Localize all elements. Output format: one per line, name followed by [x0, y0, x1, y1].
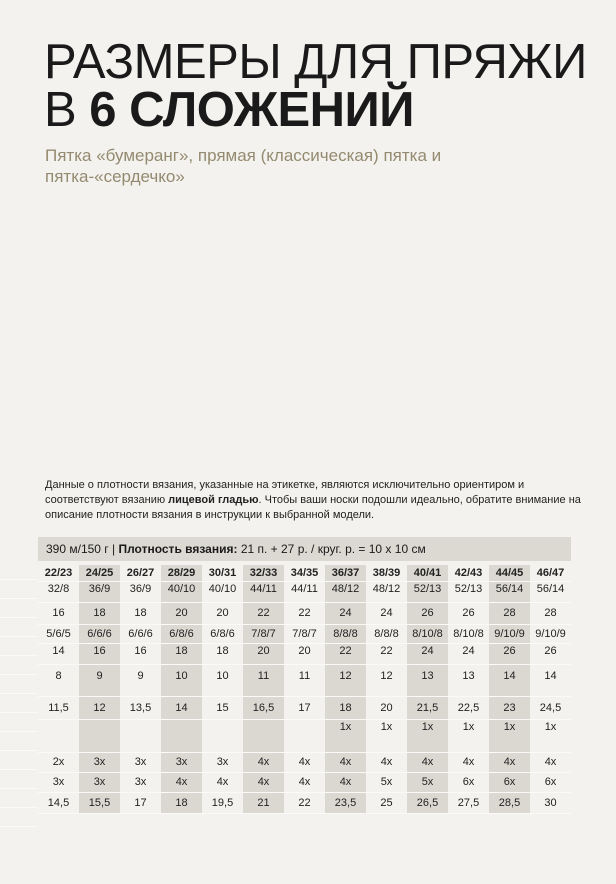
- table-cell: 21: [243, 793, 284, 814]
- table-cell: 52/13: [448, 582, 489, 603]
- table-cell: 40/10: [161, 582, 202, 603]
- table-cell: 20: [243, 644, 284, 665]
- table-cell: [120, 720, 161, 753]
- size-header-cell: 44/45: [489, 565, 530, 582]
- table-cell: 5x: [407, 773, 448, 793]
- table-cell: 4x: [243, 753, 284, 773]
- gauge-note-bold: лицевой гладью: [168, 494, 259, 506]
- table-cell: 52/13: [407, 582, 448, 603]
- table-cell: 23,5: [325, 793, 366, 814]
- size-header-cell: 46/47: [530, 565, 571, 582]
- table-cell: [243, 720, 284, 753]
- table-cell: 7/8/7: [243, 625, 284, 644]
- table-cell: 44/11: [243, 582, 284, 603]
- table-cell: [79, 720, 120, 753]
- table-cell: 22: [243, 603, 284, 625]
- table-cell: [202, 720, 243, 753]
- table-cell: 19,5: [202, 793, 243, 814]
- table-cell: 12: [366, 665, 407, 697]
- size-header-cell: 38/39: [366, 565, 407, 582]
- table-cell: 15: [202, 697, 243, 720]
- row-label-strip: [0, 561, 38, 829]
- table-cell: 11,5: [38, 697, 79, 720]
- table-cell: 4x: [489, 753, 530, 773]
- table-row: [38, 720, 571, 753]
- table-cell: 26: [530, 644, 571, 665]
- title-line-2-prefix: В: [44, 83, 90, 137]
- gauge-note: [45, 478, 585, 523]
- table-cell: 6x: [530, 773, 571, 793]
- table-cell: 4x: [325, 753, 366, 773]
- table-cell: 13: [448, 665, 489, 697]
- table-cell: 6x: [489, 773, 530, 793]
- table-cell: 26: [489, 644, 530, 665]
- table-cell: 10: [202, 665, 243, 697]
- table-cell: 26: [448, 603, 489, 625]
- table-cell: 1x: [325, 720, 366, 753]
- table-cell: 18: [161, 793, 202, 814]
- table-cell: 5x: [366, 773, 407, 793]
- gauge-value: 21 п. + 27 р. / круг. р. = 10 х 10 см: [237, 542, 426, 556]
- table-cell: 56/14: [530, 582, 571, 603]
- title-line-2-bold: 6 СЛОЖЕНИЙ: [89, 83, 414, 137]
- table-cell: 22: [284, 603, 325, 625]
- table-cell: 24: [407, 644, 448, 665]
- gauge-note-part2: . Чтобы ваши носки подошли идеально, обратите внимание на описание плотности вязания в инструкции к выбранной модели.: [45, 494, 581, 521]
- table-cell: 24,5: [530, 697, 571, 720]
- size-header-cell: 26/27: [120, 565, 161, 582]
- table-row: [38, 603, 571, 625]
- table-cell: 1x: [407, 720, 448, 753]
- table-cell: 2x: [38, 753, 79, 773]
- table-cell: 8/10/8: [407, 625, 448, 644]
- table-cell: [38, 720, 79, 753]
- table-cell: 3x: [202, 753, 243, 773]
- table-cell: 36/9: [79, 582, 120, 603]
- table-cell: 20: [366, 697, 407, 720]
- table-cell: 14: [530, 665, 571, 697]
- table-cell: 6/6/6: [120, 625, 161, 644]
- table-cell: 6/6/6: [79, 625, 120, 644]
- table-cell: 15,5: [79, 793, 120, 814]
- size-header-row: [38, 565, 571, 582]
- table-cell: [284, 720, 325, 753]
- table-cell: 22: [366, 644, 407, 665]
- table-cell: 14: [38, 644, 79, 665]
- table-cell: [161, 720, 202, 753]
- table-cell: 7/8/7: [284, 625, 325, 644]
- table-cell: 22: [325, 644, 366, 665]
- table-cell: 8/8/8: [325, 625, 366, 644]
- table-cell: 4x: [284, 753, 325, 773]
- size-header-cell: 36/37: [325, 565, 366, 582]
- table-cell: 26,5: [407, 793, 448, 814]
- table-cell: 8/10/8: [448, 625, 489, 644]
- table-cell: 48/12: [325, 582, 366, 603]
- table-cell: 5/6/5: [38, 625, 79, 644]
- table-cell: 13: [407, 665, 448, 697]
- table-cell: 9/10/9: [489, 625, 530, 644]
- size-header-cell: 34/35: [284, 565, 325, 582]
- size-header-cell: 42/43: [448, 565, 489, 582]
- page-title: [44, 35, 587, 137]
- table-cell: 8/8/8: [366, 625, 407, 644]
- gauge-bar: [38, 537, 571, 561]
- table-cell: 6x: [448, 773, 489, 793]
- table-cell: 44/11: [284, 582, 325, 603]
- table-cell: 23: [489, 697, 530, 720]
- table-cell: 4x: [325, 773, 366, 793]
- table-row: [38, 753, 571, 773]
- table-cell: 10: [161, 665, 202, 697]
- table-cell: 4x: [366, 753, 407, 773]
- table-cell: 3x: [120, 773, 161, 793]
- table-cell: 4x: [407, 753, 448, 773]
- table-cell: 22: [284, 793, 325, 814]
- size-header-cell: 32/33: [243, 565, 284, 582]
- table-cell: 28,5: [489, 793, 530, 814]
- table-cell: 3x: [161, 753, 202, 773]
- table-cell: 14,5: [38, 793, 79, 814]
- title-line-2: [44, 83, 587, 137]
- table-cell: 16: [38, 603, 79, 625]
- size-table: [38, 565, 571, 814]
- table-cell: 9: [120, 665, 161, 697]
- table-cell: 8: [38, 665, 79, 697]
- table-cell: 36/9: [120, 582, 161, 603]
- table-cell: 4x: [161, 773, 202, 793]
- table-cell: 9: [79, 665, 120, 697]
- gauge-note-part1: Данные о плотности вязания, указанные на этикетке, являются исключительно ориентиром и соответствуют вязанию: [45, 479, 525, 506]
- table-cell: 27,5: [448, 793, 489, 814]
- table-cell: 22,5: [448, 697, 489, 720]
- gauge-separator: |: [108, 542, 119, 556]
- table-cell: 18: [79, 603, 120, 625]
- table-cell: 4x: [202, 773, 243, 793]
- table-cell: 56/14: [489, 582, 530, 603]
- table-cell: 25: [366, 793, 407, 814]
- size-header-cell: 30/31: [202, 565, 243, 582]
- size-header-cell: 40/41: [407, 565, 448, 582]
- table-row: [38, 773, 571, 793]
- table-row: [38, 625, 571, 644]
- table-row: [38, 582, 571, 603]
- table-cell: 28: [489, 603, 530, 625]
- table-cell: 20: [202, 603, 243, 625]
- table-cell: 4x: [448, 753, 489, 773]
- table-cell: 18: [161, 644, 202, 665]
- page-subtitle: Пятка «бумеранг», прямая (классическая) пятка и пятка-«сердечко»: [45, 146, 442, 186]
- size-header-cell: 28/29: [161, 565, 202, 582]
- table-cell: 24: [366, 603, 407, 625]
- table-cell: 11: [284, 665, 325, 697]
- table-cell: 32/8: [38, 582, 79, 603]
- table-cell: 18: [325, 697, 366, 720]
- table-cell: 18: [120, 603, 161, 625]
- table-cell: 12: [325, 665, 366, 697]
- table-cell: 17: [284, 697, 325, 720]
- table-cell: 16: [120, 644, 161, 665]
- gauge-yarn: 390 м/150 г: [46, 542, 109, 556]
- table-cell: 16: [79, 644, 120, 665]
- table-cell: 24: [448, 644, 489, 665]
- table-cell: 26: [407, 603, 448, 625]
- table-cell: 3x: [120, 753, 161, 773]
- table-cell: 1x: [366, 720, 407, 753]
- table-cell: 40/10: [202, 582, 243, 603]
- table-cell: 4x: [284, 773, 325, 793]
- table-cell: 20: [284, 644, 325, 665]
- table-cell: 28: [530, 603, 571, 625]
- table-cell: 3x: [79, 753, 120, 773]
- table-cell: 11: [243, 665, 284, 697]
- size-header-cell: 24/25: [79, 565, 120, 582]
- table-row: [38, 644, 571, 665]
- size-header-cell: 22/23: [38, 565, 79, 582]
- table-cell: 3x: [79, 773, 120, 793]
- gauge-label: Плотность вязания:: [118, 542, 238, 556]
- table-cell: 14: [161, 697, 202, 720]
- table-cell: 24: [325, 603, 366, 625]
- table-cell: 20: [161, 603, 202, 625]
- table-cell: 48/12: [366, 582, 407, 603]
- table-cell: 4x: [530, 753, 571, 773]
- table-row: [38, 697, 571, 720]
- table-cell: 1x: [448, 720, 489, 753]
- table-cell: 3x: [38, 773, 79, 793]
- table-cell: 6/8/6: [161, 625, 202, 644]
- table-cell: 21,5: [407, 697, 448, 720]
- table-cell: 13,5: [120, 697, 161, 720]
- table-cell: 1x: [530, 720, 571, 753]
- table-cell: 6/8/6: [202, 625, 243, 644]
- table-cell: 17: [120, 793, 161, 814]
- table-cell: 9/10/9: [530, 625, 571, 644]
- table-cell: 16,5: [243, 697, 284, 720]
- table-cell: 30: [530, 793, 571, 814]
- table-cell: 12: [79, 697, 120, 720]
- table-row: [38, 665, 571, 697]
- table-cell: 1x: [489, 720, 530, 753]
- table-cell: 18: [202, 644, 243, 665]
- size-table-body: [38, 582, 571, 814]
- table-row: [38, 793, 571, 814]
- title-line-1: РАЗМЕРЫ ДЛЯ ПРЯЖИ: [44, 35, 587, 89]
- table-cell: 14: [489, 665, 530, 697]
- table-cell: 4x: [243, 773, 284, 793]
